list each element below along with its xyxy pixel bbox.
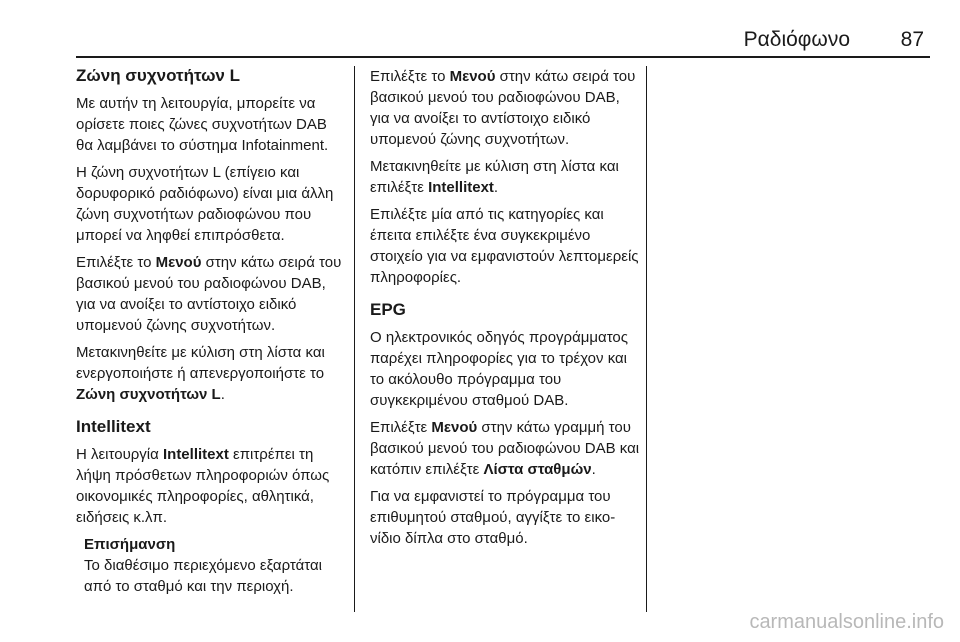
menu-term: Μενού: [155, 254, 202, 271]
right-column: [370, 66, 640, 555]
heading-intellitext: Intellitext: [76, 417, 151, 436]
paragraph: Μετακινηθείτε με κύλιση στη λίστα και επιλέξτε Intellitext.: [370, 158, 619, 196]
header-rule: [76, 56, 930, 58]
paragraph: Επιλέξτε μία από τις κατηγορίες και έπειτα επιλέξτε ένα συγκεκριμένο στοιχείο για να εμφανιστούν λεπτομερείς πληροφορίες.: [370, 206, 639, 286]
paragraph: Επιλέξτε το Μενού στην κάτω σειρά του βασικού μενού του ραδιοφώνου DAB, για να ανοίξει το αντίστοιχο ειδικό υπομενού ζώνης συχνοτήτων.: [76, 254, 342, 334]
l-band-term: Ζώνη συχνοτήτων L: [76, 386, 221, 403]
paragraph: Με αυτήν τη λειτουργία, μπορείτε να ορίσετε ποιες ζώνες συχνοτήτων DAB θα λαμβάνει το σύστημα Infotainment.: [76, 95, 329, 154]
note-title: Επισήμανση: [84, 536, 176, 553]
page-number: 87: [900, 28, 924, 51]
column-divider: [354, 66, 355, 612]
paragraph: Επιλέξτε το Μενού στην κάτω σειρά του βασικού μενού του ραδιοφώνου DAB, για να ανοίξει το αντίστοιχο ειδικό υπομενού ζώνης συχνοτήτων.: [370, 68, 636, 148]
intellitext-term: Intellitext: [428, 179, 494, 196]
paragraph: Η λειτουργία Intellitext επιτρέπει τη λήψη πρόσθετων πληροφοριών όπως οικονομικές πληροφορίες, αθλητικά, ειδήσεις κ.λπ.: [76, 446, 330, 526]
heading-l-band: Ζώνη συχνοτήτων L: [76, 66, 240, 85]
section-title: Ραδιόφωνο: [743, 28, 850, 51]
column-divider: [646, 66, 647, 612]
menu-term: Μενού: [431, 419, 478, 436]
heading-epg: EPG: [370, 300, 406, 319]
menu-term: Μενού: [449, 68, 496, 85]
intellitext-term: Intellitext: [162, 446, 229, 463]
paragraph: Για να εμφανιστεί το πρόγραμμα του επιθυμητού σταθμού, αγγίξτε το εικονίδιο δίπλα στο σταθμό.: [370, 488, 616, 547]
watermark: carmanualsonline.info: [749, 611, 944, 633]
paragraph: Επιλέξτε Μενού στην κάτω γραμμή του βασικού μενού του ραδιοφώνου DAB και κατόπιν επιλέξτε Λίστα σταθμών.: [370, 419, 640, 478]
left-column: [76, 66, 348, 597]
page-header: [76, 26, 930, 58]
station-list-term: Λίστα σταθμών: [483, 461, 592, 478]
paragraph: Ο ηλεκτρονικός οδηγός προγράμματος παρέχει πληροφορίες για το τρέχον και το ακόλουθο πρόγραμμα του συγκεκριμένου σταθμού DAB.: [370, 329, 628, 409]
note-text: Το διαθέσιμο περιεχόμενο εξαρτάται από το σταθμό και την περιοχή.: [84, 557, 322, 595]
paragraph: Μετακινηθείτε με κύλιση στη λίστα και ενεργοποιήστε ή απενεργοποιήστε το Ζώνη συχνοτήτων L.: [76, 344, 325, 403]
paragraph: Η ζώνη συχνοτήτων L (επίγειο και δορυφορικό ραδιόφωνο) είναι μια άλλη ζώνη συχνοτήτων ραδιοφώνου που μπορεί να ληφθεί επιπρόσθετα.: [76, 164, 334, 244]
note-box: [76, 534, 348, 597]
